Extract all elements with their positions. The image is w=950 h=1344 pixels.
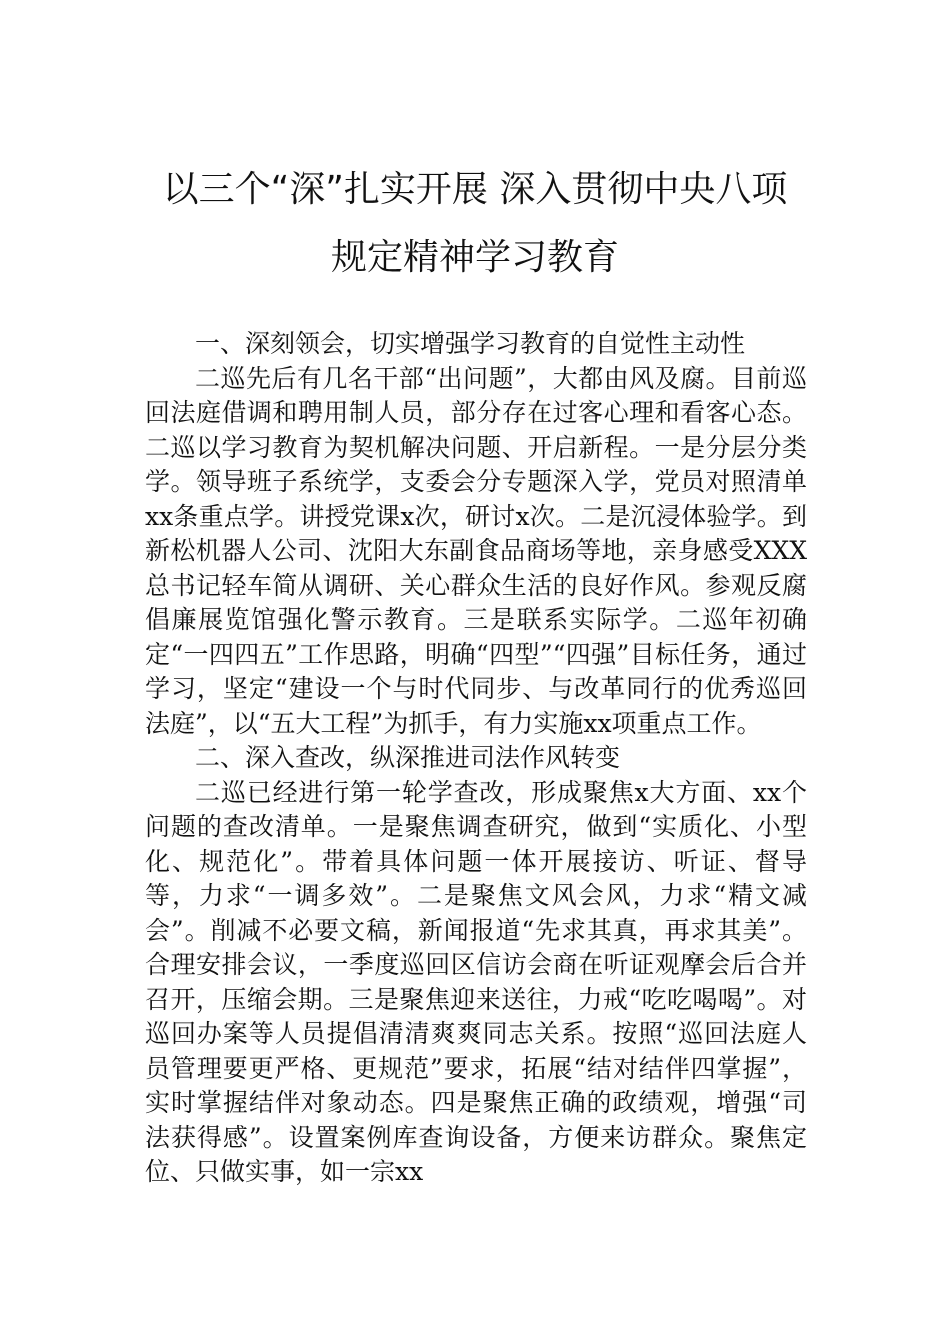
section-heading-1: 一、深刻领会，切实增强学习教育的自觉性主动性 [195,329,746,358]
document-title-line-1: 以三个“深”扎实开展 深入贯彻中央八项 [162,169,788,210]
body-paragraph-1: 二巡先后有几名干部“出问题”，大都由风及腐。目前巡回法庭借调和聘用制人员，部分存在过客心理和看客心态。二巡以学习教育为契机解决问题、开启新程。一是分层分类学。领导班子系统学，支委会分专题深入学，党员对照清单xx条重点学。讲授党课x次，研讨x次。二是沉浸体验学。到新松机器人公司、沈阳大东副食品商场等地，亲身感受XXX总书记轻车简从调研、关心群众生活的良好作风。参观反腐倡廉展览馆强化警示教育。三是联系实际学。二巡年初确定“一四四五”工作思路，明确“四型”“四强”目标任务，通过学习，坚定“建设一个与时代同步、与改革同行的优秀巡回法庭”，以“五大工程”为抓手，有力实施xx项重点工作。 [145,363,807,738]
body-paragraph-2: 二巡已经进行第一轮学查改，形成聚焦x大方面、xx个问题的查改清单。一是聚焦调查研究，做到“实质化、小型化、规范化”。带着具体问题一体开展接访、听证、督导等，力求“一调多效”。二是聚焦文风会风，力求“精文减会”。削减不必要文稿，新闻报道“先求其真，再求其美”。合理安排会议，一季度巡回区信访会商在听证观摩会后合并召开，压缩会期。三是聚焦迎来送往，力戒“吃吃喝喝”。对巡回办案等人员提倡清清爽爽同志关系。按照“巡回法庭人员管理要更严格、更规范”要求，拓展“结对结伴四掌握”，实时掌握结伴对象动态。四是聚焦正确的政绩观，增强“司法获得感”。设置案例库查询设备，方便来访群众。聚焦定位、只做实事，如一宗xx [145,777,807,1186]
document-body [145,327,807,1190]
document-title-line-2: 规定精神学习教育 [330,237,619,278]
section-heading-2: 二、深入查改，纵深推进司法作风转变 [195,743,621,772]
